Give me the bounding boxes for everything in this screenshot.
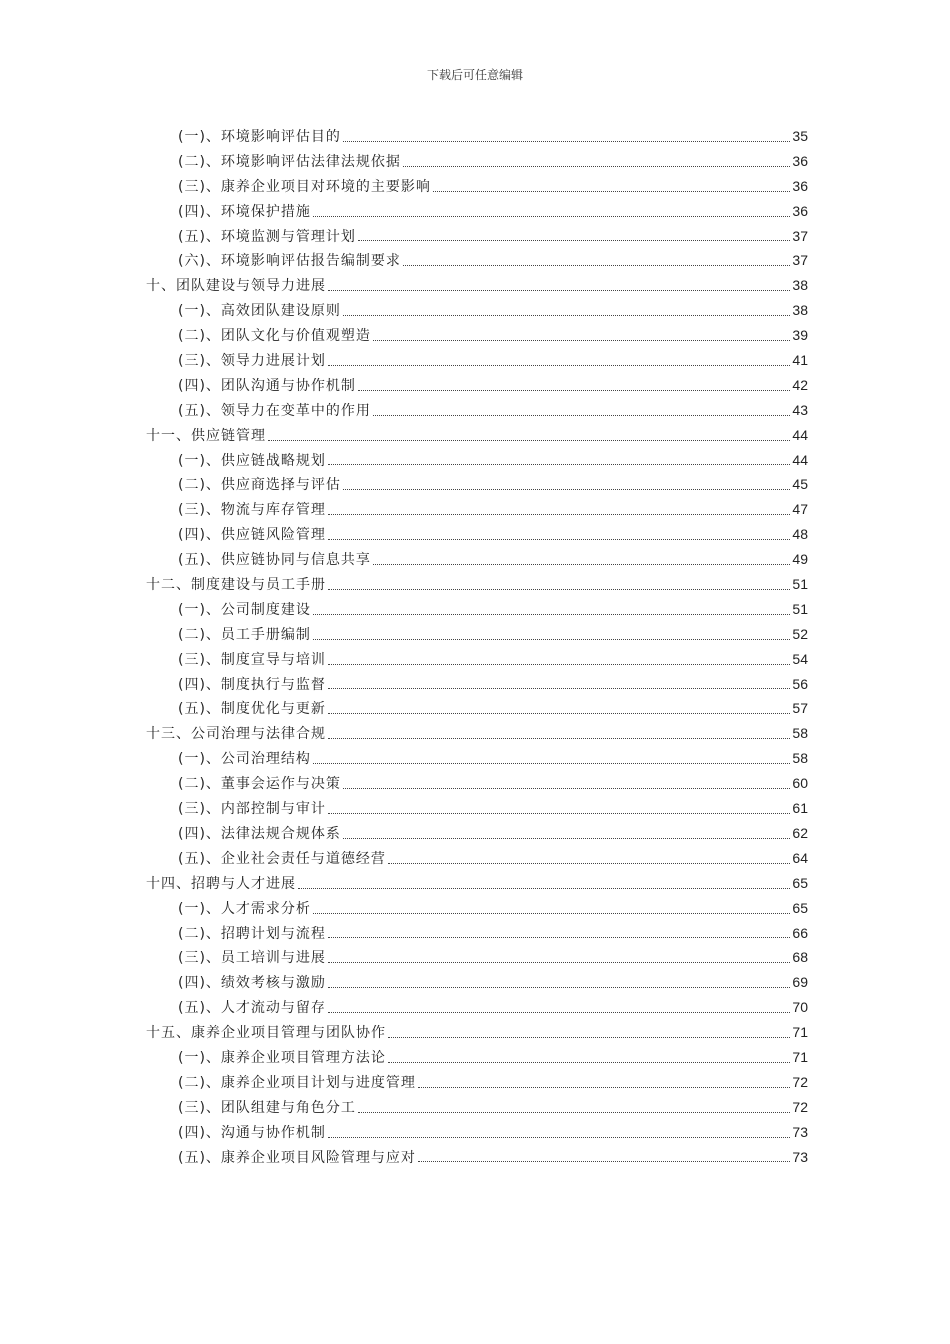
toc-entry-title: (四)、供应链风险管理 [178,527,326,544]
toc-chapter-entry[interactable] [146,572,808,597]
toc-page-number: 71 [792,1048,808,1065]
toc-page-number: 47 [792,501,808,518]
toc-dot-leader [358,239,790,241]
toc-section-entry[interactable] [146,696,808,721]
toc-page-number: 70 [792,999,808,1016]
toc-entry-title: 十、团队建设与领导力进展 [146,278,326,295]
toc-dot-leader [418,1086,790,1088]
toc-entry-title: (四)、团队沟通与协作机制 [178,377,356,394]
toc-chapter-entry[interactable] [146,871,808,896]
toc-section-entry[interactable] [146,622,808,647]
toc-dot-leader [328,712,790,714]
toc-entry-title: (三)、员工培训与进展 [178,950,326,967]
toc-page-number: 36 [792,202,808,219]
toc-entry-title: (二)、团队文化与价值观塑造 [178,328,371,345]
toc-page-number: 66 [792,924,808,941]
toc-section-entry[interactable] [146,796,808,821]
toc-section-entry[interactable] [146,1095,808,1120]
toc-entry-title: (四)、法律法规合规体系 [178,825,341,842]
toc-page-number: 36 [792,177,808,194]
toc-dot-leader [358,1111,790,1113]
toc-page-number: 52 [792,625,808,642]
toc-dot-leader [388,1036,790,1038]
toc-entry-title: (四)、制度执行与监督 [178,676,326,693]
toc-entry-title: (一)、人才需求分析 [178,900,311,917]
toc-page-number: 57 [792,700,808,717]
toc-page-number: 61 [792,800,808,817]
toc-dot-leader [388,862,790,864]
toc-section-entry[interactable] [146,771,808,796]
toc-chapter-entry[interactable] [146,1020,808,1045]
toc-section-entry[interactable] [146,248,808,273]
toc-page-number: 60 [792,775,808,792]
page-header: 下载后可任意编辑 [426,68,523,82]
toc-page-number: 58 [792,750,808,767]
toc-dot-leader [328,687,790,689]
toc-entry-title: (五)、人才流动与留存 [178,1000,326,1017]
toc-page-number: 56 [792,675,808,692]
toc-entry-title: 十一、供应链管理 [146,427,266,444]
toc-dot-leader [328,364,790,366]
toc-dot-leader [328,513,790,515]
toc-section-entry[interactable] [146,1145,808,1170]
toc-section-entry[interactable] [146,995,808,1020]
toc-page-number: 73 [792,1123,808,1140]
toc-dot-leader [403,165,790,167]
toc-dot-leader [388,1061,790,1063]
toc-section-entry[interactable] [146,522,808,547]
toc-dot-leader [328,1136,790,1138]
toc-entry-title: (四)、绩效考核与激励 [178,975,326,992]
toc-section-entry[interactable] [146,1045,808,1070]
toc-section-entry[interactable] [146,896,808,921]
toc-section-entry[interactable] [146,672,808,697]
toc-dot-leader [313,912,790,914]
toc-entry-title: (五)、领导力在变革中的作用 [178,402,371,419]
toc-dot-leader [433,190,790,192]
toc-page-number: 44 [792,426,808,443]
toc-page-number: 45 [792,476,808,493]
toc-dot-leader [313,638,790,640]
toc-entry-title: 十四、招聘与人才进展 [146,875,296,892]
toc-entry-title: (三)、物流与库存管理 [178,502,326,519]
toc-dot-leader [343,140,790,142]
toc-dot-leader [328,936,790,938]
toc-entry-title: (三)、团队组建与角色分工 [178,1099,356,1116]
toc-page-number: 35 [792,128,808,144]
toc-dot-leader [328,986,790,988]
toc-dot-leader [328,663,790,665]
toc-section-entry[interactable] [146,746,808,771]
toc-dot-leader [358,389,790,391]
toc-section-entry[interactable] [146,199,808,224]
toc-dot-leader [328,463,790,465]
toc-page-number: 41 [792,352,808,369]
toc-page-number: 43 [792,401,808,418]
toc-entry-title: (二)、董事会运作与决策 [178,776,341,793]
toc-page-number: 44 [792,451,808,468]
toc-dot-leader [268,439,790,441]
toc-section-entry[interactable] [146,298,808,323]
toc-section-entry[interactable] [146,348,808,373]
toc-page-number: 38 [792,302,808,319]
toc-page-number: 69 [792,974,808,991]
toc-dot-leader [328,289,790,291]
toc-section-entry[interactable] [146,323,808,348]
toc-dot-leader [328,1011,790,1013]
toc-entry-title: (五)、制度优化与更新 [178,701,326,718]
toc-dot-leader [328,588,790,590]
toc-dot-leader [343,787,790,789]
toc-page-number: 42 [792,376,808,393]
toc-section-entry[interactable] [146,647,808,672]
toc-dot-leader [328,961,790,963]
toc-entry-title: 十三、公司治理与法律合规 [146,726,326,743]
toc-page-number: 68 [792,949,808,966]
toc-page-number: 73 [792,1148,808,1165]
toc-page-number: 37 [792,227,808,244]
toc-page-number: 65 [792,899,808,916]
toc-dot-leader [328,737,790,739]
toc-section-entry[interactable] [146,149,808,174]
toc-entry-title: (四)、沟通与协作机制 [178,1124,326,1141]
toc-section-entry[interactable] [146,547,808,572]
toc-entry-title: (二)、员工手册编制 [178,626,311,643]
toc-dot-leader [373,339,790,341]
toc-page-number: 72 [792,1098,808,1115]
toc-page-number: 49 [792,551,808,568]
toc-entry-title: (一)、公司治理结构 [178,751,311,768]
toc-section-entry[interactable] [146,597,808,622]
toc-section-entry[interactable] [146,921,808,946]
toc-dot-leader [343,837,790,839]
toc-dot-leader [373,414,790,416]
toc-dot-leader [313,215,790,217]
toc-chapter-entry[interactable] [146,721,808,746]
toc-entry-title: (二)、招聘计划与流程 [178,925,326,942]
toc-entry-title: (二)、环境影响评估法律法规依据 [178,153,401,170]
toc-dot-leader [343,314,790,316]
toc-entry-title: (一)、康养企业项目管理方法论 [178,1049,386,1066]
toc-section-entry[interactable] [146,1070,808,1095]
toc-section-entry[interactable] [146,970,808,995]
toc-page-number: 39 [792,327,808,344]
toc-dot-leader [373,563,790,565]
toc-page-number: 62 [792,824,808,841]
toc-page-number: 72 [792,1073,808,1090]
toc-section-entry[interactable] [146,497,808,522]
toc-page-number: 51 [792,600,808,617]
toc-chapter-entry[interactable] [146,423,808,448]
toc-section-entry[interactable] [146,821,808,846]
toc-section-entry[interactable] [146,174,808,199]
toc-dot-leader [328,538,790,540]
toc-page-number: 37 [792,252,808,269]
toc-dot-leader [418,1160,790,1162]
toc-entry-title: (二)、供应商选择与评估 [178,477,341,494]
toc-entry-title: (一)、公司制度建设 [178,601,311,618]
toc-chapter-entry[interactable] [146,273,808,298]
table-of-contents [146,124,808,1169]
toc-section-entry[interactable] [146,472,808,497]
toc-section-entry[interactable] [146,224,808,249]
toc-entry-title: (三)、康养企业项目对环境的主要影响 [178,178,431,195]
toc-entry-title: 十五、康养企业项目管理与团队协作 [146,1025,386,1042]
toc-entry-title: (二)、康养企业项目计划与进度管理 [178,1074,416,1091]
toc-dot-leader [403,264,790,266]
toc-page-number: 71 [792,1024,808,1041]
toc-entry-title: (四)、环境保护措施 [178,203,311,220]
toc-entry-title: (三)、内部控制与审计 [178,801,326,818]
toc-section-entry[interactable] [146,945,808,970]
toc-section-entry[interactable] [146,373,808,398]
toc-section-entry[interactable] [146,846,808,871]
toc-page-number: 51 [792,576,808,593]
toc-page-number: 58 [792,725,808,742]
toc-entry-title: (六)、环境影响评估报告编制要求 [178,253,401,270]
toc-dot-leader [313,613,790,615]
toc-page-number: 36 [792,152,808,169]
toc-dot-leader [343,488,790,490]
toc-entry-title: (三)、领导力进展计划 [178,353,326,370]
toc-dot-leader [328,812,790,814]
toc-section-entry[interactable] [146,1120,808,1145]
toc-entry-title: 十二、制度建设与员工手册 [146,577,326,594]
toc-section-entry[interactable] [146,448,808,473]
toc-entry-title: (一)、环境影响评估目的 [178,129,341,145]
toc-entry-title: (一)、高效团队建设原则 [178,303,341,320]
toc-entry-title: (五)、企业社会责任与道德经营 [178,850,386,867]
toc-entry-title: (五)、环境监测与管理计划 [178,228,356,245]
toc-entry-title: (五)、康养企业项目风险管理与应对 [178,1149,416,1166]
toc-dot-leader [298,887,790,889]
toc-page-number: 64 [792,849,808,866]
toc-section-entry[interactable] [146,124,808,149]
toc-dot-leader [313,762,790,764]
toc-page-number: 48 [792,526,808,543]
toc-entry-title: (一)、供应链战略规划 [178,452,326,469]
toc-page-number: 38 [792,277,808,294]
toc-section-entry[interactable] [146,398,808,423]
toc-page-number: 54 [792,650,808,667]
toc-page-number: 65 [792,874,808,891]
toc-entry-title: (三)、制度宣导与培训 [178,651,326,668]
toc-entry-title: (五)、供应链协同与信息共享 [178,552,371,569]
